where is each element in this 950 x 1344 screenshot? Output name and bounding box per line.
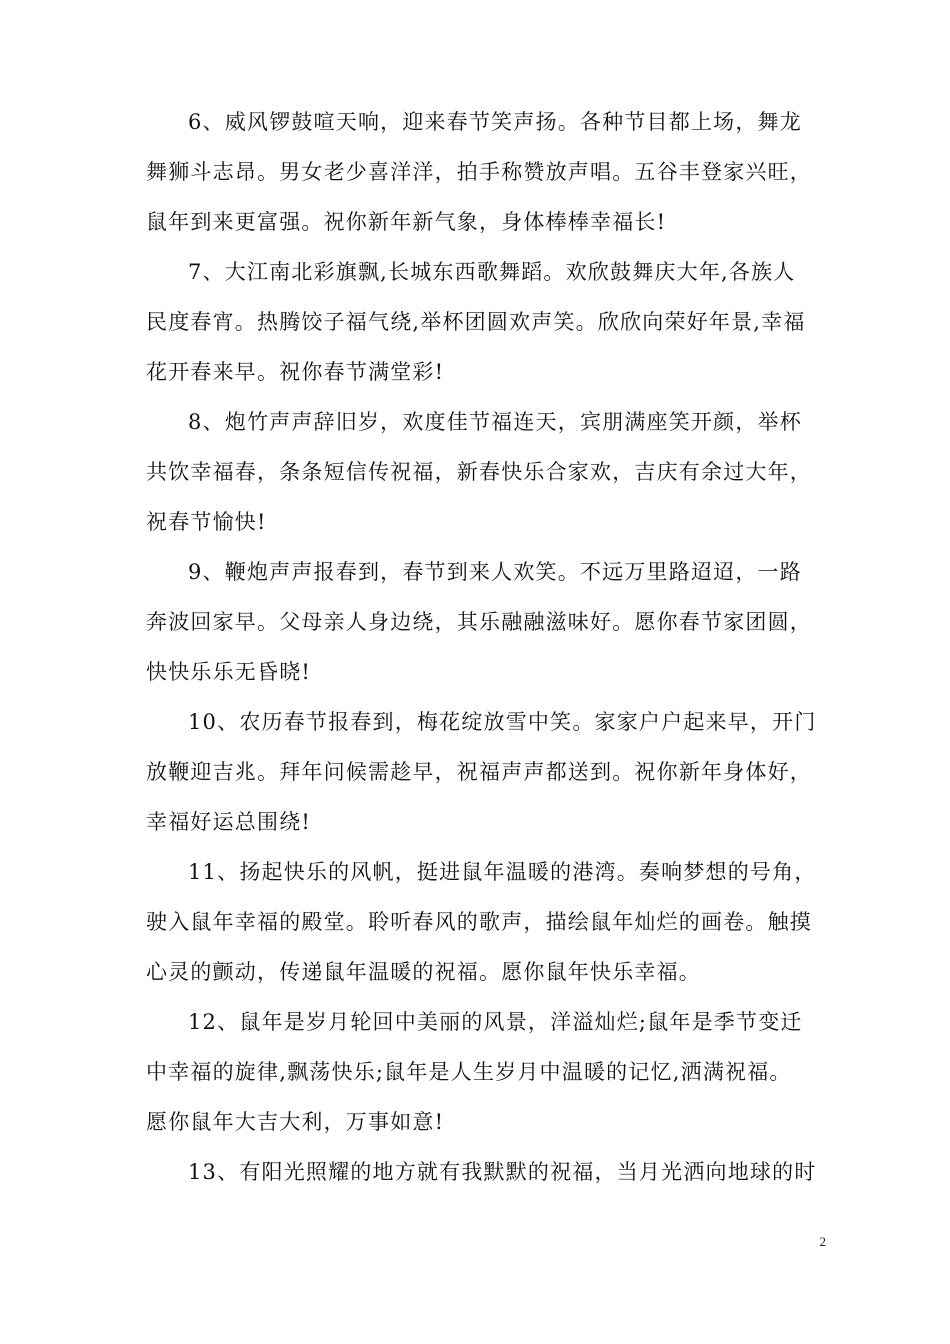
paragraph-8-line-3: 祝春节愉快!: [146, 510, 267, 534]
paragraph-11-line-1: 11、扬起快乐的风帆，挺进鼠年温暖的港湾。奏响梦想的号角，: [188, 860, 817, 884]
paragraph-7-line-3: 花开春来早。祝你春节满堂彩!: [146, 360, 445, 384]
paragraph-10-line-3: 幸福好运总围绕!: [146, 810, 312, 834]
paragraph-9-line-1: 9、鞭炮声声报春到，春节到来人欢笑。不远万里路迢迢，一路: [188, 560, 802, 584]
paragraph-7-line-2: 民度春宵。热腾饺子福气绕,举杯团圆欢声笑。欣欣向荣好年景,幸福: [146, 310, 806, 334]
paragraph-6-line-3: 鼠年到来更富强。祝你新年新气象，身体棒棒幸福长!: [146, 210, 667, 234]
paragraph-13-line-1: 13、有阳光照耀的地方就有我默默的祝福，当月光洒向地球的时: [188, 1160, 817, 1184]
paragraph-11-line-2: 驶入鼠年幸福的殿堂。聆听春风的歌声，描绘鼠年灿烂的画卷。触摸: [146, 910, 812, 934]
paragraph-12-line-2: 中幸福的旋律,飘荡快乐;鼠年是人生岁月中温暖的记忆,洒满祝福。: [146, 1060, 792, 1084]
paragraph-9-line-2: 奔波回家早。父母亲人身边绕，其乐融融滋味好。愿你春节家团圆，: [146, 610, 812, 634]
paragraph-6-line-1: 6、威风锣鼓喧天响，迎来春节笑声扬。各种节目都上场，舞龙: [188, 110, 802, 134]
paragraph-12-line-1: 12、鼠年是岁月轮回中美丽的风景，洋溢灿烂;鼠年是季节变迁: [188, 1010, 803, 1034]
page-number: 2: [819, 1234, 826, 1249]
paragraph-7-line-1: 7、大江南北彩旗飘,长城东西歌舞蹈。欢欣鼓舞庆大年,各族人: [188, 260, 796, 284]
paragraph-10-line-1: 10、农历春节报春到，梅花绽放雪中笑。家家户户起来早，开门: [188, 710, 817, 734]
paragraph-10-line-2: 放鞭迎吉兆。拜年问候需趁早，祝福声声都送到。祝你新年身体好，: [146, 760, 812, 784]
paragraph-11-line-3: 心灵的颤动，传递鼠年温暖的祝福。愿你鼠年快乐幸福。: [146, 960, 701, 984]
paragraph-12-line-3: 愿你鼠年大吉大利，万事如意!: [146, 1110, 445, 1134]
paragraph-6-line-2: 舞狮斗志昂。男女老少喜洋洋，拍手称赞放声唱。五谷丰登家兴旺，: [146, 160, 812, 184]
paragraph-8-line-1: 8、炮竹声声辞旧岁，欢度佳节福连天，宾朋满座笑开颜，举杯: [188, 410, 802, 434]
paragraph-9-line-3: 快快乐乐无昏晓!: [146, 660, 312, 684]
paragraph-8-line-2: 共饮幸福春，条条短信传祝福，新春快乐合家欢，吉庆有余过大年，: [146, 460, 812, 484]
